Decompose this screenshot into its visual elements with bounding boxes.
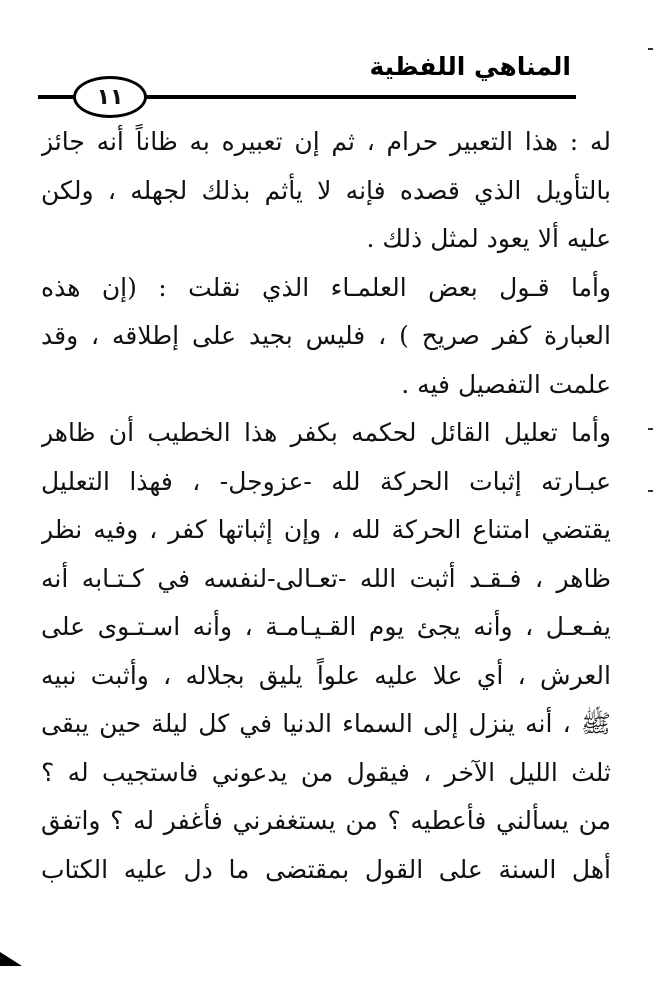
- text-line: عبـارته إثبات الحركة لله -عزوجل- ، فهذا التعليل: [41, 466, 611, 496]
- text-line: ﷺ ، أنه ينزل إلى السماء الدنيا في كل ليلة حين يبقى: [41, 709, 611, 738]
- text-line: له : هذا التعبير حرام ، ثم إن تعبيره به ظاناً أنه جائز: [41, 127, 611, 156]
- page-number: ١١: [73, 76, 147, 118]
- text-line: وأما قـول بعض العلمـاء الذي نقلت : (إن هذه: [41, 272, 611, 302]
- scan-edge-mark: [648, 428, 653, 430]
- text-line: العرش ، أي علا عليه علواً يليق بجلاله ، وأثبت نبيه: [41, 660, 611, 690]
- text-line: من يسألني فأعطيه ؟ من يستغفرني فأغفر له ؟ واتفق: [41, 806, 611, 835]
- text-line: أهل السنة على القول بمقتضى ما دل عليه الكتاب: [41, 854, 611, 884]
- scan-edge-mark: [648, 48, 653, 50]
- paragraph-2: [41, 264, 611, 410]
- text-line: عليه ألا يعود لمثل ذلك .: [366, 224, 611, 253]
- text-line: علمت التفصيل فيه .: [401, 369, 611, 399]
- paragraph-3: [41, 409, 611, 894]
- paragraph-1: [41, 118, 611, 264]
- text-line: وأما تعليل القائل لحكمه بكفر هذا الخطيب أن ظاهر: [41, 418, 611, 447]
- text-line: ثلث الليل الآخر ، فيقول من يدعوني فاستجيب له ؟: [41, 757, 611, 787]
- body-text: [41, 118, 611, 894]
- text-line: يقتضي امتناع الحركة لله ، وإن إثباتها كفر ، وفيه نظر: [41, 515, 611, 544]
- text-line: العبارة كفر صريح ) ، فليس بجيد على إطلاقه ، وقد: [41, 321, 611, 350]
- text-line: بالتأويل الذي قصده فإنه لا يأثم بذلك لجهله ، ولكن: [41, 175, 611, 205]
- running-header-title: المناهي اللفظية: [369, 52, 571, 81]
- text-line: ظاهر ، فـقـد أثبت الله -تعـالى-لنفسه في كـتـابه أنه: [41, 563, 611, 593]
- scan-edge-mark: [648, 490, 653, 492]
- text-line: يفـعـل ، وأنه يجئ يوم القـيـامـة ، وأنه اسـتـوى على: [41, 612, 611, 641]
- page-corner-mark: [0, 952, 22, 966]
